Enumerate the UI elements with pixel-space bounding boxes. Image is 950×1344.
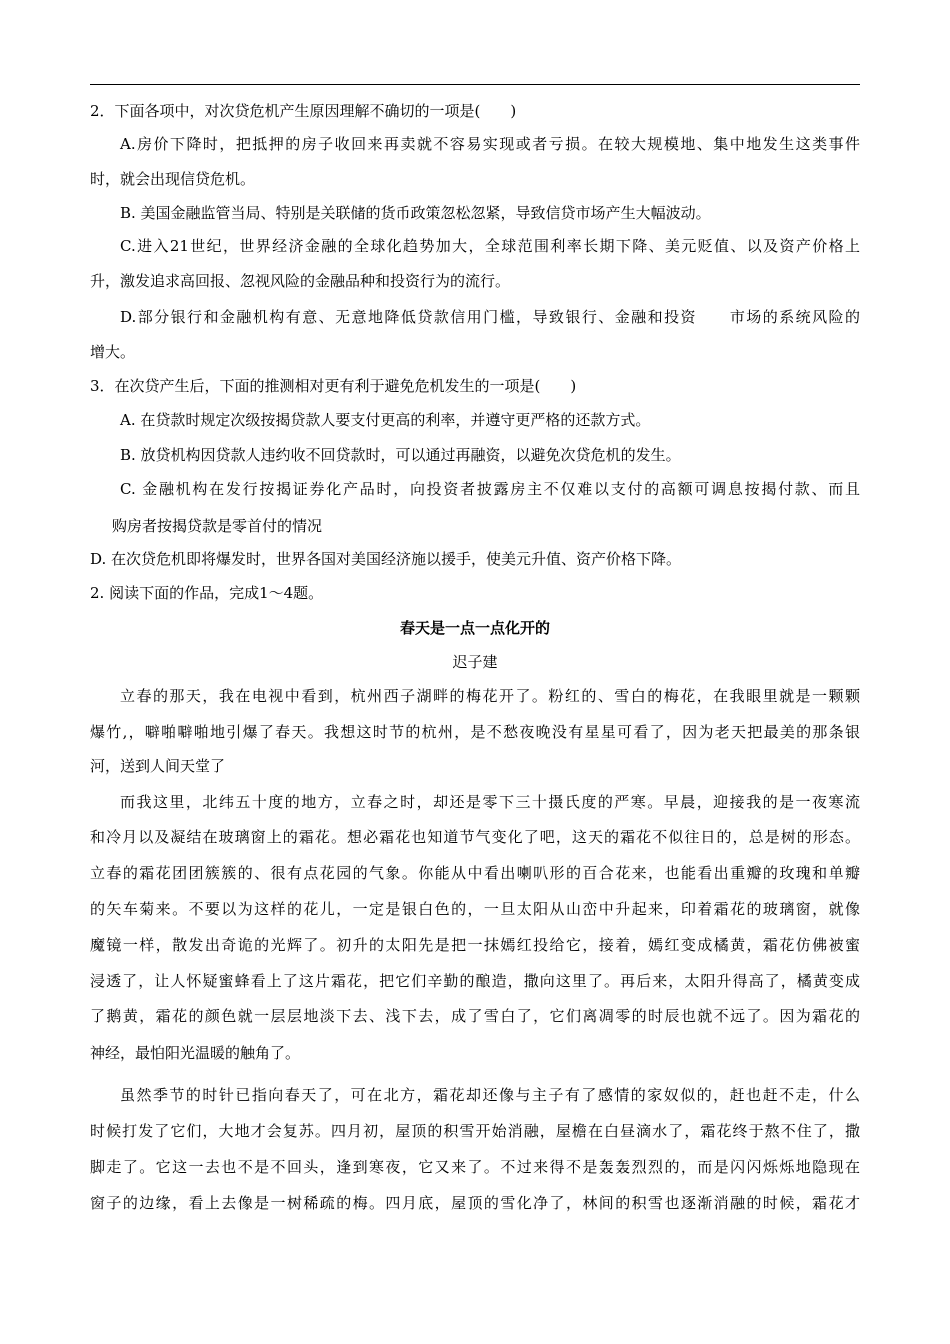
q2-option-a-line2: 时，就会出现信贷危机。 bbox=[90, 170, 256, 188]
q3-option-a: A. 在贷款时规定次级按揭贷款人要支付更高的利率，并遵守更严格的还款方式。 bbox=[120, 411, 651, 429]
q2-option-c-line2: 升，激发追求高回报、忽视风险的金融品种和投资行为的流行。 bbox=[90, 272, 511, 290]
p1-line-1: 立春的那天，我在电视中看到，杭州西子湖畔的梅花开了。粉红的、雪白的梅花，在我眼里就是一颗颗 bbox=[120, 687, 860, 705]
p2-line-3: 立春的霜花团团簇簇的、很有点花园的气象。你能从中看出喇叭形的百合花来，也能看出重瓣的玫瑰和单瓣 bbox=[90, 864, 860, 882]
q2-option-a-line1: A.房价下降时，把抵押的房子收回来再卖就不容易实现或者亏损。在较大规模地、集中地发生这类事件 bbox=[120, 135, 860, 153]
p2-line-2: 和冷月以及凝结在玻璃窗上的霜花。想必霜花也知道节气变化了吧，这天的霜花不似往日的，总是树的形态。 bbox=[90, 828, 860, 846]
q2-option-b: B. 美国金融监管当局、特别是关联储的货币政策忽松忽紧，导致信贷市场产生大幅波动。 bbox=[120, 204, 711, 222]
article-author: 迟子建 bbox=[452, 653, 498, 671]
p2-line-4: 的矢车菊来。不要以为这样的花儿，一定是银白色的，一旦太阳从山峦中升起来，印着霜花的玻璃窗，就像 bbox=[90, 900, 860, 918]
p3-line-1: 虽然季节的时针已指向春天了，可在北方，霜花却还像与主子有了感情的家奴似的，赶也赶不走，什么 bbox=[120, 1086, 860, 1104]
q2-option-c-line1: C.进入21世纪，世界经济金融的全球化趋势加大，全球范围利率长期下降、美元贬值、以及资产价格上 bbox=[120, 237, 860, 255]
q3-option-b: B. 放贷机构因贷款人违约收不回贷款时，可以通过再融资，以避免次贷危机的发生。 bbox=[120, 446, 681, 464]
q2-option-d-line2: 增大。 bbox=[90, 343, 136, 361]
p2-line-8: 神经，最怕阳光温暖的触角了。 bbox=[90, 1044, 301, 1062]
p2-line-6: 浸透了，让人怀疑蜜蜂看上了这片霜花，把它们辛勤的酿造，撒向这里了。再后来，太阳升得高了，橘黄变成 bbox=[90, 972, 860, 990]
p1-line-2: 爆竹,，噼啪噼啪地引爆了春天。我想这时节的杭州，是不愁夜晚没有星星可看了，因为老天把最美的那条银 bbox=[90, 723, 860, 741]
q3-option-d: D. 在次贷危机即将爆发时，世界各国对美国经济施以援手，使美元升值、资产价格下降。 bbox=[90, 550, 682, 568]
p2-line-1: 而我这里，北纬五十度的地方，立春之时，却还是零下三十摄氏度的严寒。早晨，迎接我的是一夜寒流 bbox=[120, 793, 860, 811]
p2-line-5: 魔镜一样，散发出奇诡的光辉了。初升的太阳先是把一抹嫣红投给它，接着，嫣红变成橘黄，霜花仿佛被蜜 bbox=[90, 936, 860, 954]
p3-line-4: 窗子的边缘，看上去像是一树稀疏的梅。四月底，屋顶的雪化净了，林间的积雪也逐渐消融的时候，霜花才 bbox=[90, 1194, 860, 1212]
header-rule bbox=[90, 84, 860, 85]
article-title: 春天是一点一点化开的 bbox=[399, 619, 550, 637]
q2-stem: 2．下面各项中，对次贷危机产生原因理解不确切的一项是( ) bbox=[90, 102, 517, 120]
q3-option-c-line2: 购房者按揭贷款是零首付的情况 bbox=[112, 517, 323, 535]
q2-option-d-line1: D.部分银行和金融机构有意、无意地降低贷款信用门槛，导致银行、金融和投资 市场的系统风险的 bbox=[120, 308, 860, 326]
p1-line-3: 河，送到人间天堂了 bbox=[90, 757, 226, 775]
reading-intro: 2. 阅读下面的作品，完成1～4题。 bbox=[90, 584, 324, 602]
p3-line-3: 脚走了。它这一去也不是不回头，逢到寒夜，它又来了。不过来得不是轰轰烈烈的，而是闪闪烁烁地隐现在 bbox=[90, 1158, 860, 1176]
q3-stem: 3．在次贷产生后，下面的推测相对更有利于避免危机发生的一项是( ) bbox=[90, 377, 577, 395]
p2-line-7: 了鹅黄，霜花的颜色就一层层地淡下去、浅下去，成了雪白了，它们离凋零的时辰也就不远了。因为霜花的 bbox=[90, 1007, 860, 1025]
q3-option-c-line1: C. 金融机构在发行按揭证券化产品时，向投资者披露房主不仅难以支付的高额可调息按揭付款、而且 bbox=[120, 480, 860, 498]
p3-line-2: 时候打发了它们，大地才会复苏。四月初，屋顶的积雪开始消融，屋檐在白昼滴水了，霜花终于熬不住了，撒 bbox=[90, 1122, 860, 1140]
